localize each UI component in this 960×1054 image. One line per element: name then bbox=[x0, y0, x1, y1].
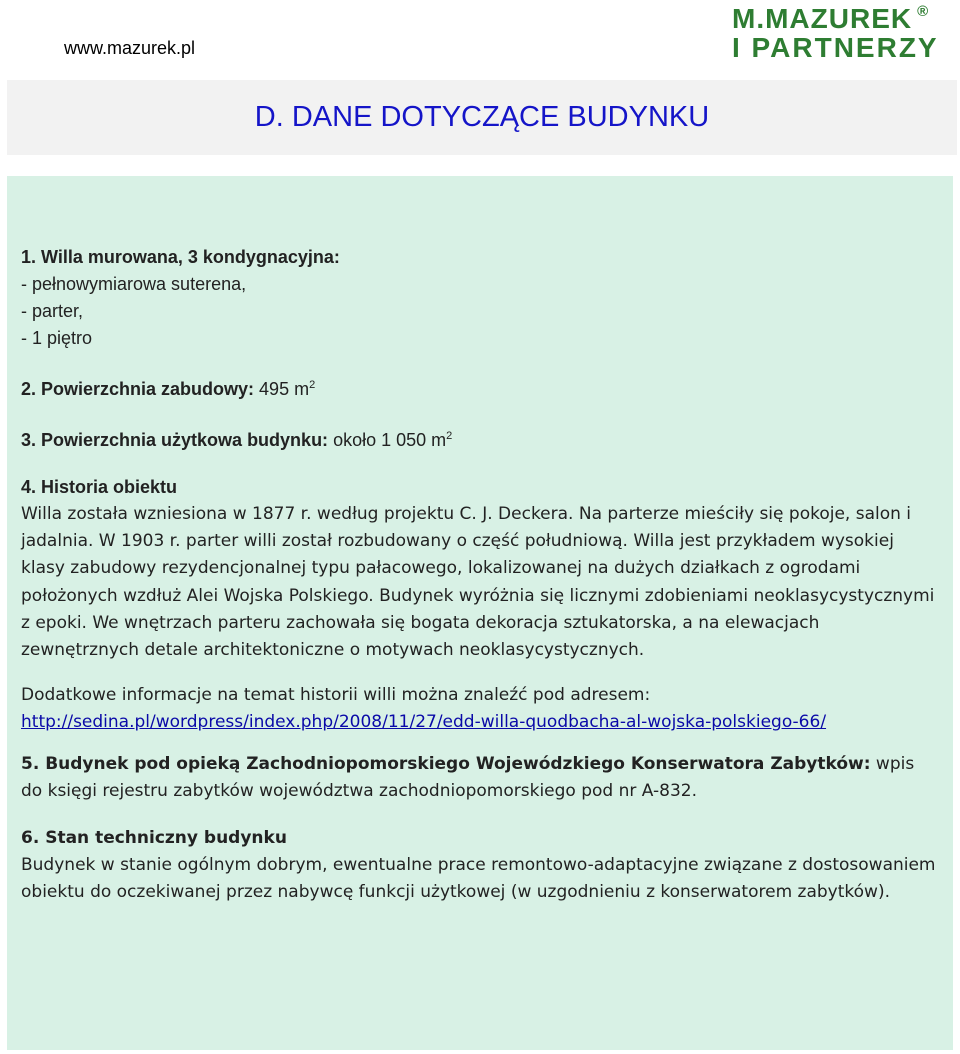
section-2-sup: 2 bbox=[309, 379, 316, 391]
company-logo bbox=[732, 4, 954, 62]
section-2-value: 495 m bbox=[254, 379, 310, 399]
section-1 bbox=[21, 244, 953, 352]
section-4-text-part1: Willa została wzniesiona w 1877 r. według projektu C. J. Deckera. Na parterze mieściły się pokoje, salon i jadalnia. W 1903 r. parter willi został rozbudowany o część południową. bbox=[21, 504, 912, 552]
section-3-value: około 1 050 m bbox=[328, 430, 447, 450]
section-1-item: - parter, bbox=[21, 301, 84, 321]
page-title: D. DANE DOTYCZĄCE BUDYNKU bbox=[254, 101, 710, 133]
logo-line1: M.MAZUREK bbox=[732, 3, 913, 34]
section-2-label: 2. Powierzchnia zabudowy: bbox=[21, 379, 255, 399]
site-url[interactable]: www.mazurek.pl bbox=[64, 38, 196, 58]
section-6 bbox=[21, 825, 953, 907]
section-2 bbox=[21, 372, 953, 403]
section-4-text-part2: Willa jest przykładem wysokiej klasy zabudowy rezydencjonalnej typu pałacowego, lokalizowanej na dużych działkach z ogrodami położonych wzdłuż Alei Wojska Polskiego. Budynek wyróżnia się licznymi zdobieniami neoklasycystycznymi z epoki. We wnętrzach parteru zachowała się bogata dekoracja sztukatorska, a na elewacjach zewnętrznych detale architektoniczne o motywach neoklasycystycznych. bbox=[21, 531, 935, 661]
section-5-label: 5. Budynek pod opieką Zachodniopomorskiego Wojewódzkiego Konserwatora Zabytków: bbox=[21, 753, 871, 774]
section-4 bbox=[21, 474, 953, 737]
title-bar bbox=[7, 80, 957, 155]
section-1-item: - 1 piętro bbox=[21, 328, 93, 348]
history-link[interactable]: http://sedina.pl/wordpress/index.php/2008/11/27/edd-willa-quodbacha-al-wojska-polskiego-66/ bbox=[21, 712, 827, 733]
section-6-text: Budynek w stanie ogólnym dobrym, ewentualne prace remontowo-adaptacyjne związane z dostosowaniem obiektu do oczekiwanej przez nabywcę funkcji użytkowej (w uzgodnieniu z konserwatorem zabytków). bbox=[21, 855, 936, 903]
section-4-info: Dodatkowe informacje na temat historii willi można znaleźć pod adresem: bbox=[21, 685, 651, 706]
section-1-item: - pełnowymiarowa suterena, bbox=[21, 274, 247, 294]
section-5-text: wpis do księgi rejestru zabytków województwa zachodniopomorskiego pod nr A-832. bbox=[21, 753, 915, 801]
section-3 bbox=[21, 423, 953, 454]
section-6-heading: 6. Stan techniczny budynku bbox=[21, 828, 287, 849]
section-3-sup: 2 bbox=[446, 430, 453, 442]
section-1-heading: 1. Willa murowana, 3 kondygnacyjna: bbox=[21, 247, 340, 267]
section-4-text bbox=[21, 501, 936, 664]
logo-registered-mark: ® bbox=[917, 3, 930, 20]
logo-line2: I PARTNERZY bbox=[732, 32, 939, 63]
section-4-heading: 4. Historia obiektu bbox=[21, 477, 178, 497]
content-panel bbox=[7, 176, 953, 1050]
section-5 bbox=[21, 751, 936, 805]
section-3-label: 3. Powierzchnia użytkowa budynku: bbox=[21, 430, 329, 450]
